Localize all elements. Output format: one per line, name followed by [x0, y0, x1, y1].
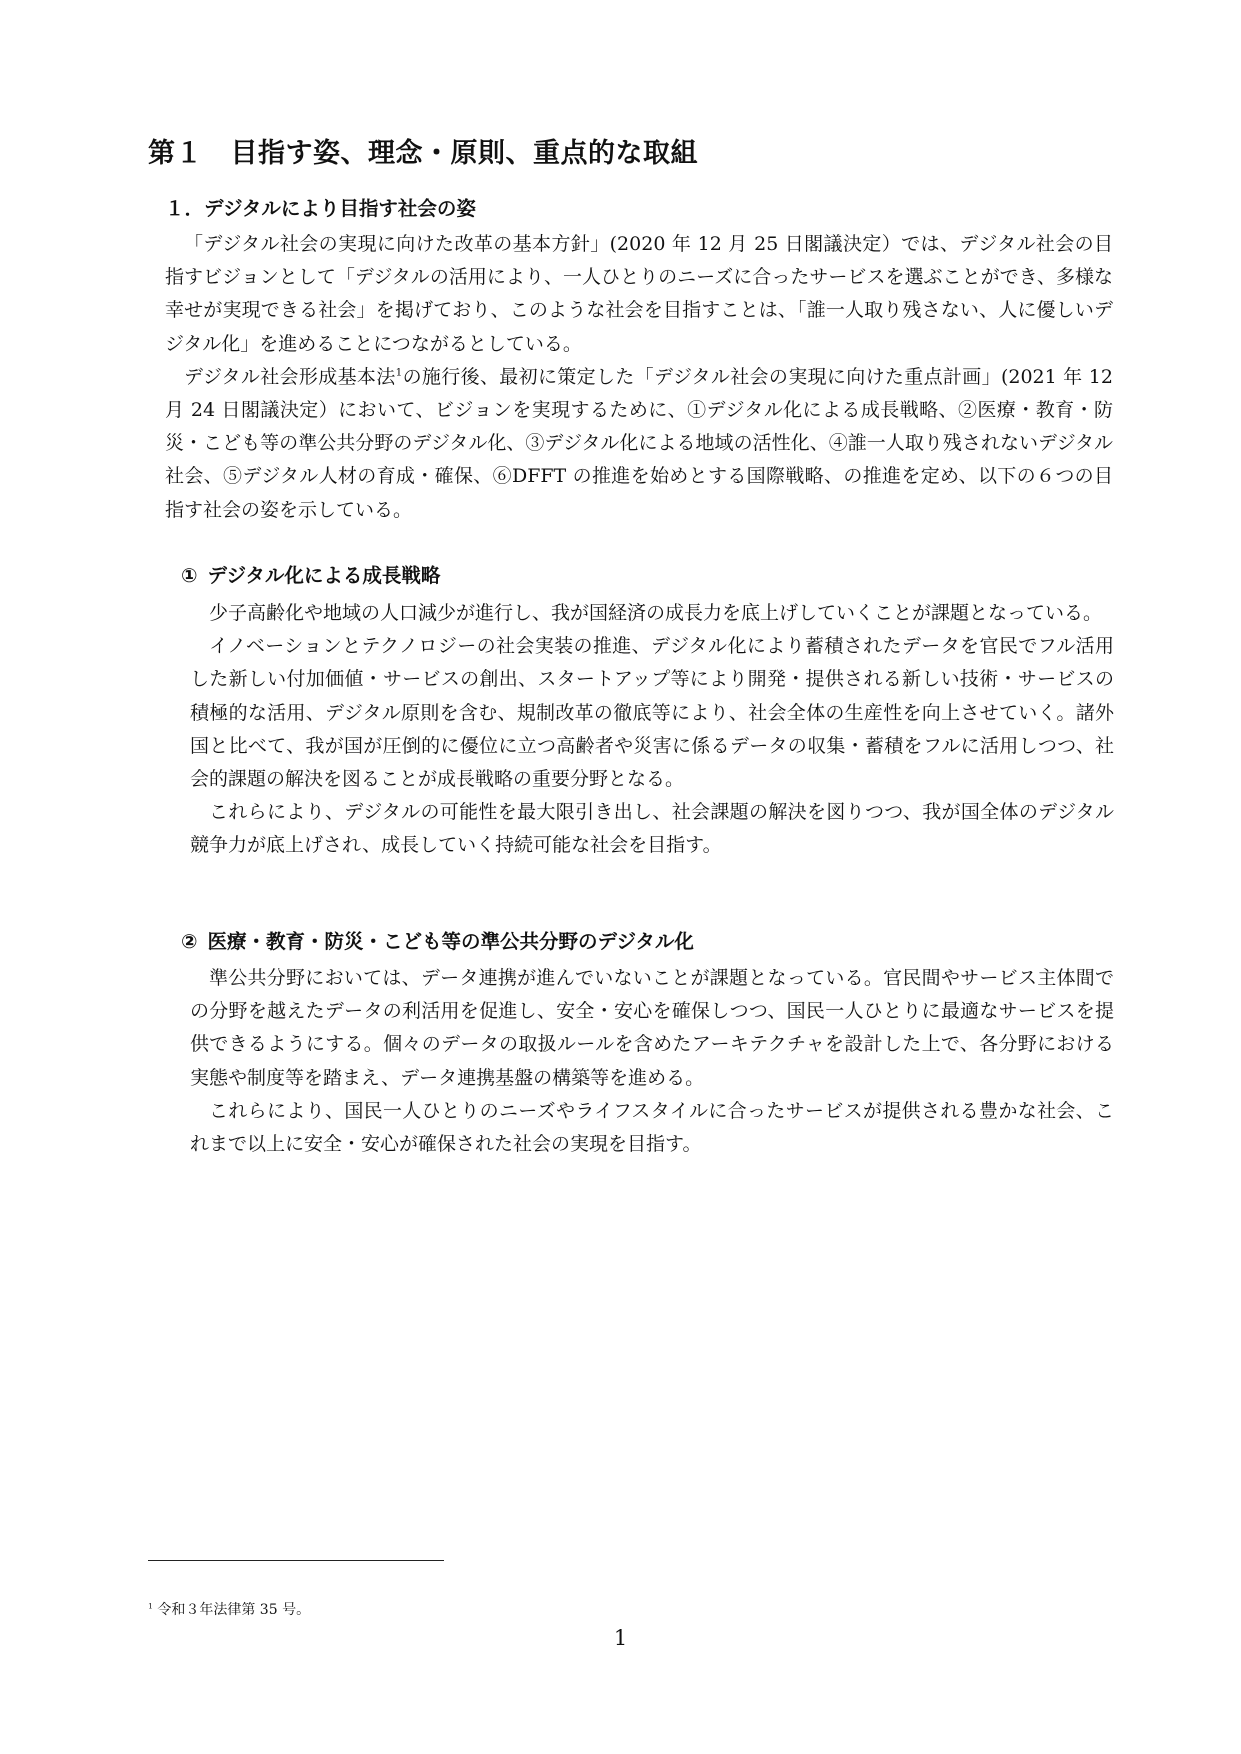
subsection-title: [181, 562, 440, 590]
subsection-title: [181, 928, 694, 956]
footnote-text: 令和３年法律第 35 号。: [157, 1602, 311, 1618]
footnote: [148, 1600, 310, 1620]
footnote-reference[interactable]: 1: [395, 366, 403, 379]
page-number: 1: [613, 1626, 628, 1650]
body-paragraph: 準公共分野においては、データ連携が進んでいないことが課題となっている。官民間やサービス主体間での分野を越えたデータの利活用を促進し、安全・安心を確保しつつ、国民一人ひとりに最適なサービスを提供できるようにする。個々のデータの取扱ルールを含めたアーキテクチャを設計した上で、各分野における実態や制度等を踏まえ、データ連携基盤の構築等を進める。: [190, 967, 1114, 1089]
subsection-title-text: デジタル化による成長戦略: [207, 564, 441, 587]
subsection-body: [190, 962, 1114, 1161]
subsection-number: ①: [181, 564, 198, 587]
intro-text: [165, 228, 1113, 527]
footnote-marker: 1: [148, 1601, 153, 1611]
subsection-body: [190, 597, 1114, 863]
intro-paragraph-text: の施行後、最初に策定した「デジタル社会の実現に向けた重点計画」(2021 年 12 月 24 日閣議決定）において、ビジョンを実現するために、①デジタル化による成長戦略、②医療・教育・防災・こども等の準公共分野のデジタル化、③デジタル化による地域の活性化、④誰一人取り残されないデジタル社会、⑤デジタル人材の育成・確保、⑥DFFT の推進を始めとする国際戦略、の推進を定め、以下の６つの目指す社会の姿を示している。: [165, 365, 1113, 521]
subsection-number: ②: [181, 930, 198, 953]
intro-paragraph: [165, 361, 1113, 527]
chapter-title: 第１ 目指す姿、理念・原則、重点的な取組: [148, 138, 698, 169]
body-paragraph: これらにより、国民一人ひとりのニーズやライフスタイルに合ったサービスが提供される豊かな社会、これまで以上に安全・安心が確保された社会の実現を目指す。: [190, 1099, 1114, 1156]
body-paragraph: 少子高齢化や地域の人口減少が進行し、我が国経済の成長力を底上げしていくことが課題となっている。: [209, 602, 1103, 624]
intro-paragraph: 「デジタル社会の実現に向けた改革の基本方針」(2020 年 12 月 25 日閣議決定）では、デジタル社会の目指すビジョンとして「デジタルの活用により、一人ひとりのニーズに合ったサービスを選ぶことができ、多様な幸せが実現できる社会」を掲げており、このような社会を目指すことは、「誰一人取り残さない、人に優しいデジタル化」を進めることにつながるとしている。: [165, 233, 1113, 355]
intro-paragraph-text: デジタル社会形成基本法: [184, 365, 396, 388]
body-paragraph: イノベーションとテクノロジーの社会実装の推進、デジタル化により蓄積されたデータを官民でフル活用した新しい付加価値・サービスの創出、スタートアップ等により開発・提供される新しい技術・サービスの積極的な活用、デジタル原則を含む、規制改革の徹底等により、社会全体の生産性を向上させていく。諸外国と比べて、我が国が圧倒的に優位に立つ高齢者や災害に係るデータの収集・蓄積をフルに活用しつつ、社会的課題の解決を図ることが成長戦略の重要分野となる。: [190, 635, 1114, 791]
footnote-divider: [148, 1560, 444, 1561]
body-paragraph: これらにより、デジタルの可能性を最大限引き出し、社会課題の解決を図りつつ、我が国全体のデジタル競争力が底上げされ、成長していく持続可能な社会を目指す。: [190, 801, 1114, 857]
section-title: １．デジタルにより目指す社会の姿: [165, 197, 476, 220]
subsection-title-text: 医療・教育・防災・こども等の準公共分野のデジタル化: [207, 930, 694, 953]
